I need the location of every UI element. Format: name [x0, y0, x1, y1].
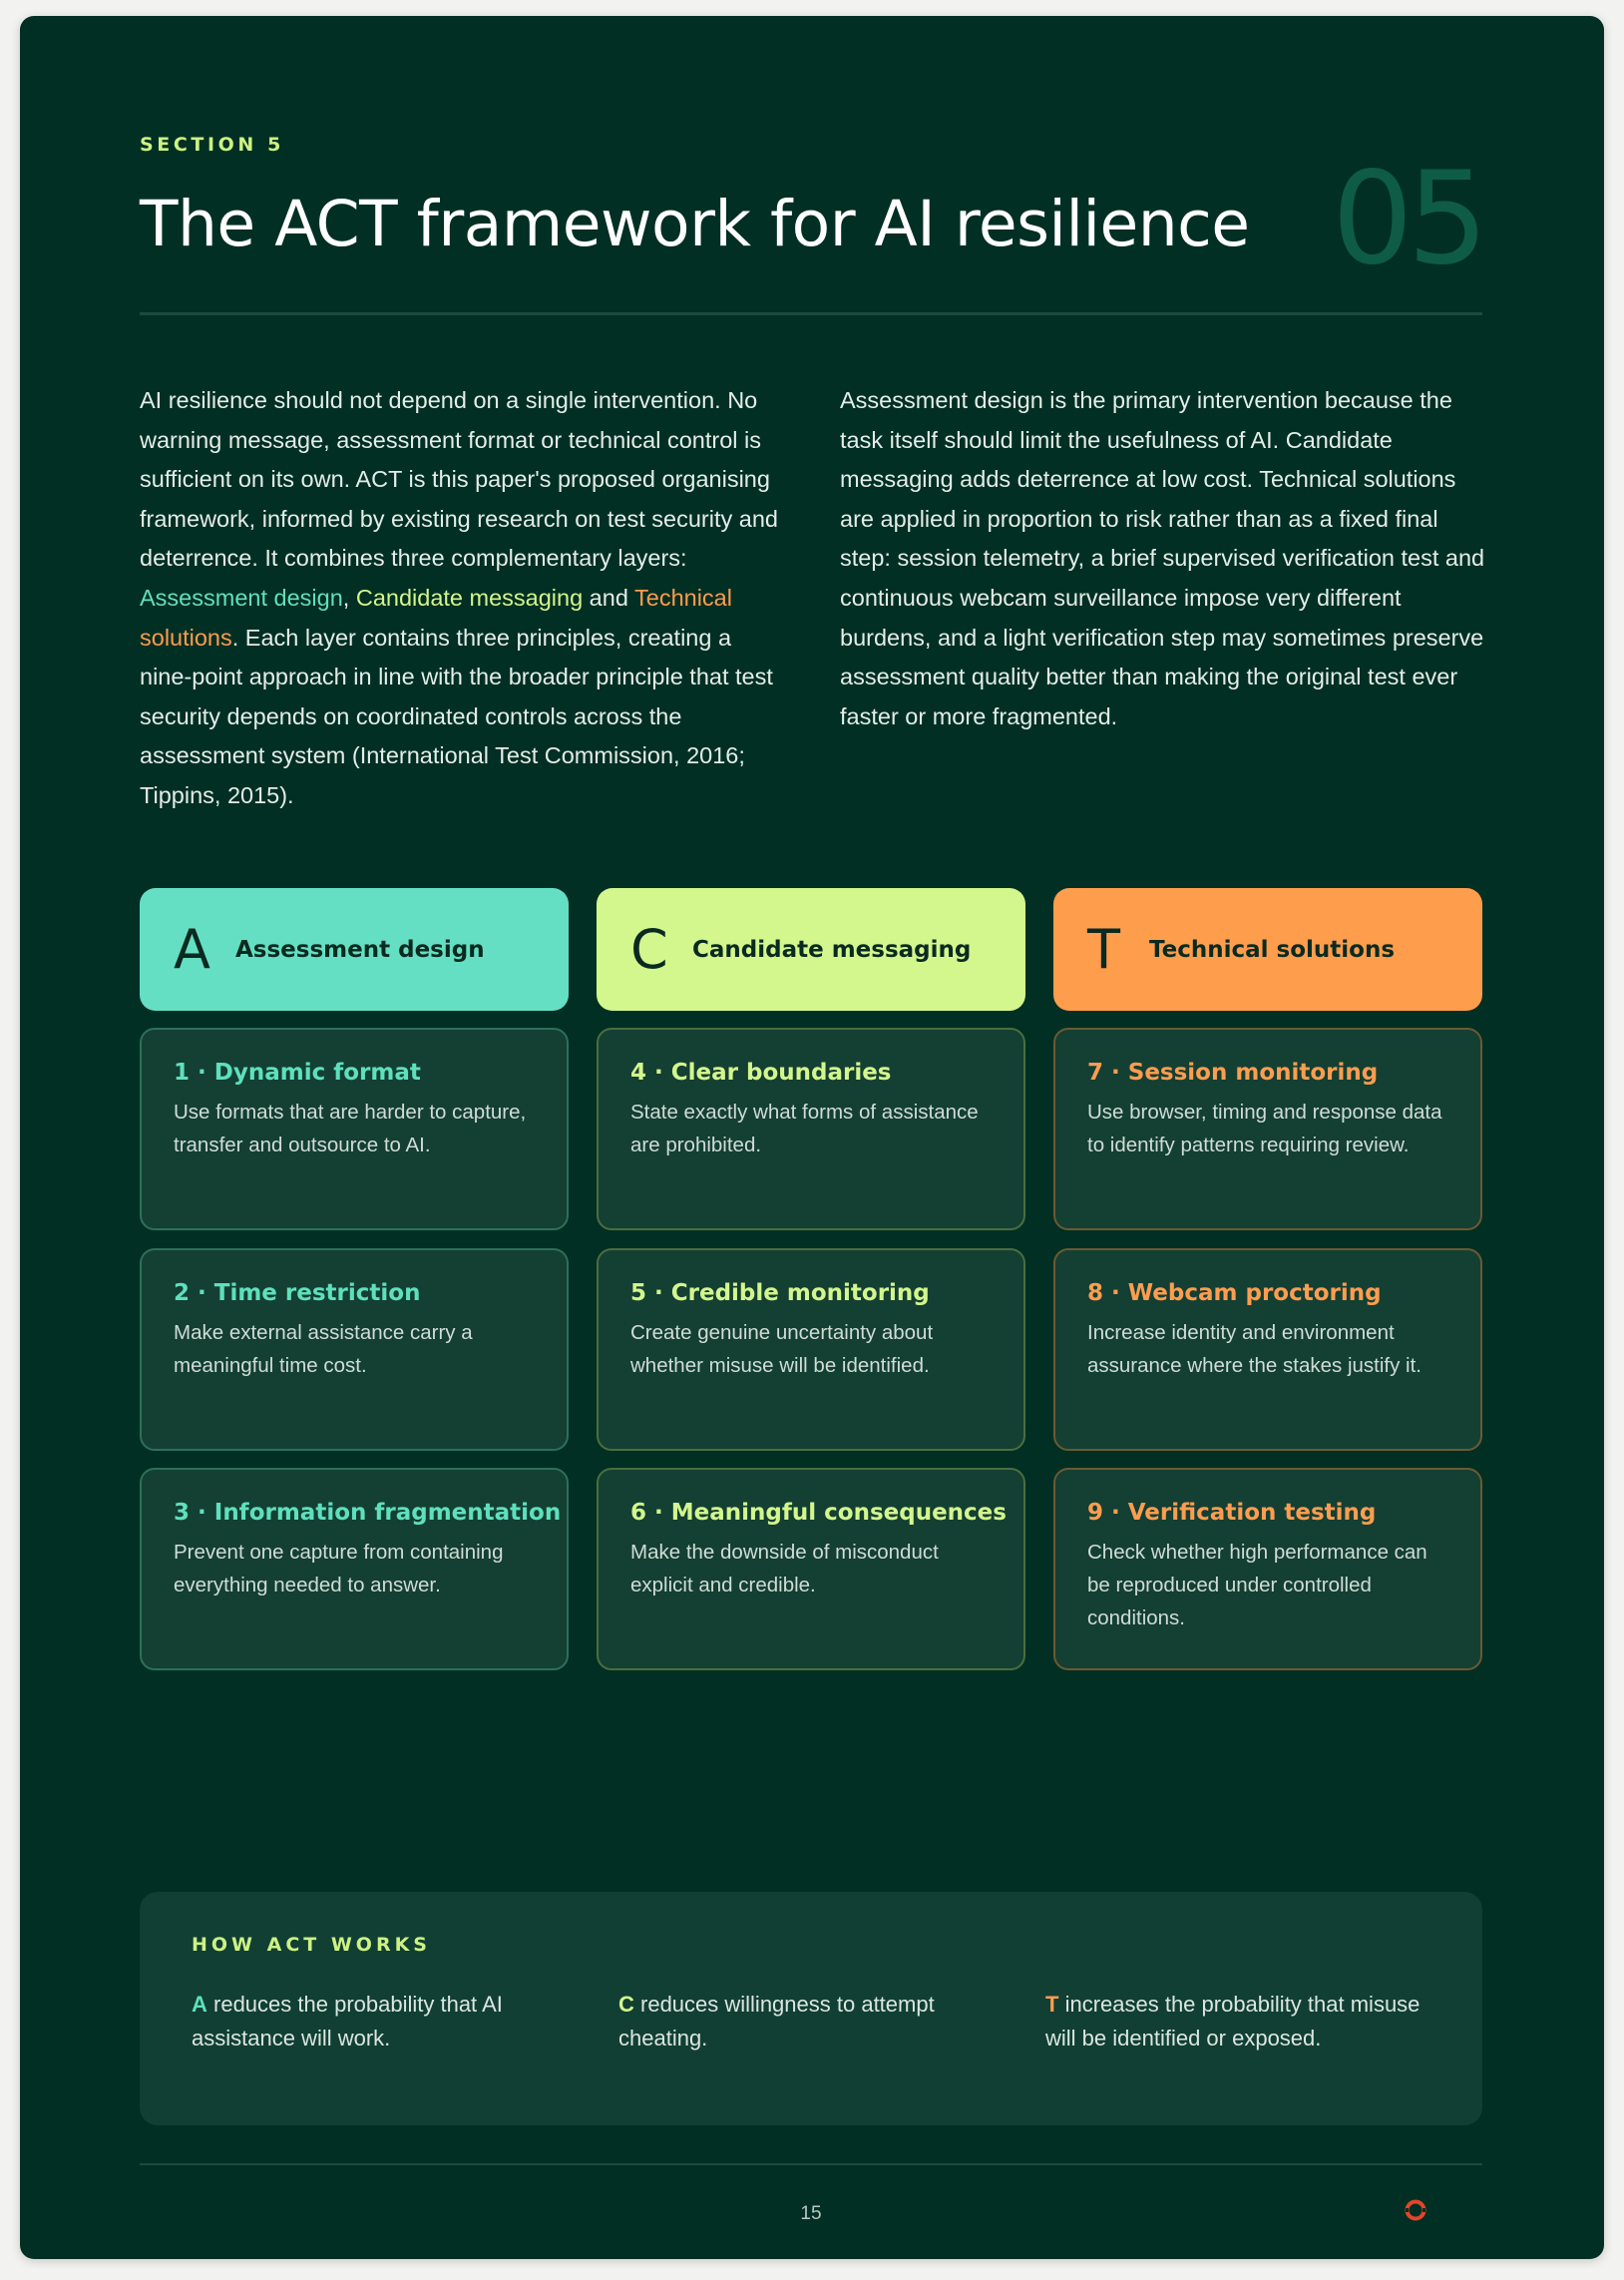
principle-title: 5 · Credible monitoring [630, 1280, 930, 1306]
column-title-technical-solutions: Technical solutions [1149, 936, 1396, 963]
title-divider [140, 312, 1482, 315]
principle-card-webcam-proctoring [1053, 1248, 1482, 1451]
column-header-candidate-messaging [597, 888, 1025, 1011]
intro-paragraph-right: Assessment design is the primary intervention because the task itself should limit the usefulness of AI. Candidate messaging adds deterrence at low cost. Technical solutions are applied in proportion to risk rather than as a fixed final step: session telemetry, a brief supervised verification test and continuous webcam surveillance impose very different burdens, and a light verification step may sometimes preserve assessment quality better than making the original test ever faster or more fragmented. [840, 387, 1485, 729]
column-header-technical-solutions [1053, 888, 1482, 1011]
how-letter-c: C [618, 1992, 634, 2017]
principle-card-credible-monitoring [597, 1248, 1025, 1451]
how-letter-t: T [1045, 1992, 1059, 2017]
column-title-assessment-design: Assessment design [235, 936, 485, 963]
term-candidate-messaging: Candidate messaging [355, 584, 584, 611]
column-technical-solutions [1053, 888, 1482, 1629]
principle-card-dynamic-format [140, 1028, 569, 1230]
page-number: 15 [800, 2203, 822, 2224]
how-act-works-label: HOW ACT WORKS [192, 1934, 431, 1956]
column-letter-a: A [174, 917, 210, 981]
term-technical-solutions: Technical solutions [140, 584, 732, 651]
principle-description: Use formats that are harder to capture, transfer and outsource to AI. [174, 1101, 527, 1156]
term-assessment-design: Assessment design [140, 584, 343, 611]
principle-title: 9 · Verification testing [1087, 1500, 1377, 1526]
how-text-t: increases the probability that misuse will be identified or exposed. [1045, 1992, 1421, 2051]
section-label: SECTION 5 [140, 134, 284, 156]
how-text-a: reduces the probability that AI assistance will work. [192, 1992, 503, 2051]
intro-text-end: . Each layer contains three principles, creating a nine-point approach in line with the broader principle that test security depends on coordinated controls across the assessment system (International Test Commission, 2016; Tippins, 2015). [140, 624, 773, 808]
principle-card-session-monitoring [1053, 1028, 1482, 1230]
principle-title: 3 · Information fragmentation [174, 1500, 562, 1526]
principle-card-time-restriction [140, 1248, 569, 1451]
intro-text-start: AI resilience should not depend on a single intervention. No warning message, assessment format or technical control is sufficient on its own. ACT is this paper's proposed organising framework, informed by existing research on test security and deterrence. It combines three complementary layers: [140, 387, 778, 572]
column-candidate-messaging [597, 888, 1025, 1596]
page-title: The ACT framework for AI resilience [140, 188, 1250, 260]
principle-card-information-fragmentation [140, 1468, 569, 1670]
principle-title: 6 · Meaningful consequences [630, 1500, 1007, 1526]
column-assessment-design [140, 888, 569, 1596]
principle-title: 8 · Webcam proctoring [1087, 1280, 1382, 1306]
principle-card-meaningful-consequences [597, 1468, 1025, 1670]
principle-title: 1 · Dynamic format [174, 1060, 421, 1086]
column-title-candidate-messaging: Candidate messaging [692, 936, 972, 963]
how-text-c: reduces willingness to attempt cheating. [618, 1992, 935, 2051]
report-page [20, 16, 1604, 2259]
principle-description: State exactly what forms of assistance are prohibited. [630, 1101, 979, 1156]
how-item-technical [1045, 1988, 1424, 2055]
principle-description: Prevent one capture from containing everything needed to answer. [174, 1541, 504, 1596]
ring-logo-icon [1403, 2197, 1428, 2223]
principle-description: Increase identity and environment assurance where the stakes justify it. [1087, 1321, 1421, 1377]
how-letter-a: A [192, 1992, 207, 2017]
principle-description: Create genuine uncertainty about whether misuse will be identified. [630, 1321, 934, 1377]
how-act-works-box [140, 1892, 1482, 2125]
how-item-assessment [192, 1988, 571, 2055]
principle-description: Make external assistance carry a meaningful time cost. [174, 1321, 473, 1377]
intro-separator-2: and [583, 584, 634, 611]
principle-description: Check whether high performance can be reproduced under controlled conditions. [1087, 1541, 1427, 1629]
section-number: 05 [1332, 145, 1482, 293]
column-letter-t: T [1087, 917, 1120, 981]
principle-title: 2 · Time restriction [174, 1280, 421, 1306]
how-item-candidate [618, 1988, 998, 2055]
principle-title: 4 · Clear boundaries [630, 1060, 892, 1086]
principle-description: Make the downside of misconduct explicit and credible. [630, 1541, 939, 1596]
principle-description: Use browser, timing and response data to identify patterns requiring review. [1087, 1101, 1442, 1156]
column-letter-c: C [630, 917, 668, 981]
intro-paragraph-left [140, 381, 788, 816]
principle-title: 7 · Session monitoring [1087, 1060, 1379, 1086]
principle-card-verification-testing [1053, 1468, 1482, 1670]
footer-divider [140, 2163, 1482, 2165]
intro-separator-1: , [342, 584, 356, 611]
column-header-assessment-design [140, 888, 569, 1011]
principle-card-clear-boundaries [597, 1028, 1025, 1230]
